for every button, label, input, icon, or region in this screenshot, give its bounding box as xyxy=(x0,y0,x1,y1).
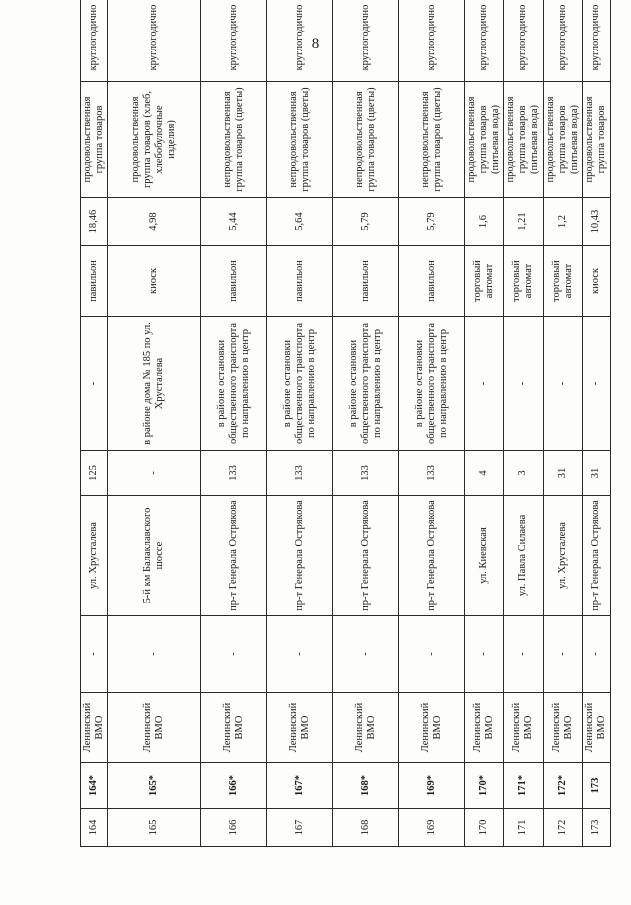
object-type-cell: торговый автомат xyxy=(504,246,543,317)
object-type-cell: киоск xyxy=(582,246,610,317)
period-cell: круглогодично xyxy=(543,0,582,82)
district-cell: Ленинский ВМО xyxy=(108,693,201,763)
period-cell: круглогодично xyxy=(81,0,108,82)
row-number-cell: 168 xyxy=(333,809,399,847)
house-number-cell: 31 xyxy=(582,451,610,496)
goods-group-cell: продовольственная группа товаров (питьевая вода) xyxy=(543,82,582,198)
goods-group-cell: непродовольственная группа товаров (цветы) xyxy=(333,82,399,198)
goods-group-cell: непродовольственная группа товаров (цветы) xyxy=(201,82,267,198)
area-cell: 5,44 xyxy=(201,198,267,246)
district-cell: Ленинский ВМО xyxy=(465,693,504,763)
table-row xyxy=(201,0,267,847)
place-number-cell: 164* xyxy=(81,763,108,809)
goods-group-cell: продовольственная группа товаров xyxy=(81,82,108,198)
street-cell: пр-т Генерала Острякова xyxy=(399,496,465,616)
district-cell: Ленинский ВМО xyxy=(399,693,465,763)
table-row xyxy=(333,0,399,847)
object-type-cell: павильон xyxy=(201,246,267,317)
area-cell: 10,43 xyxy=(582,198,610,246)
row-number-cell: 169 xyxy=(399,809,465,847)
street-cell: ул. Хрусталева xyxy=(81,496,108,616)
place-number-cell: 171* xyxy=(504,763,543,809)
object-type-cell: павильон xyxy=(399,246,465,317)
place-number-cell: 172* xyxy=(543,763,582,809)
landmark-cell: - xyxy=(504,317,543,451)
street-cell: пр-т Генерала Острякова xyxy=(267,496,333,616)
period-cell: круглогодично xyxy=(399,0,465,82)
placeholder-cell: - xyxy=(201,616,267,693)
object-type-cell: павильон xyxy=(333,246,399,317)
place-number-cell: 168* xyxy=(333,763,399,809)
landmark-cell: - xyxy=(81,317,108,451)
landmark-cell: в районе остановки общественного транспорта по направлению в центр xyxy=(399,317,465,451)
period-cell: круглогодично xyxy=(333,0,399,82)
street-cell: пр-т Генерала Острякова xyxy=(582,496,610,616)
house-number-cell: - xyxy=(108,451,201,496)
district-cell: Ленинский ВМО xyxy=(267,693,333,763)
goods-group-cell: продовольственная группа товаров (питьевая вода) xyxy=(504,82,543,198)
area-cell: 5,64 xyxy=(267,198,333,246)
area-cell: 5,79 xyxy=(399,198,465,246)
period-cell: круглогодично xyxy=(108,0,201,82)
period-cell: круглогодично xyxy=(267,0,333,82)
placeholder-cell: - xyxy=(333,616,399,693)
goods-group-cell: продовольственная группа товаров (хлеб, хлебобулочные изделия) xyxy=(108,82,201,198)
place-number-cell: 169* xyxy=(399,763,465,809)
page-number: 8 xyxy=(311,36,320,52)
street-cell: ул. Павла Силаева xyxy=(504,496,543,616)
placeholder-cell: - xyxy=(81,616,108,693)
table-row xyxy=(267,0,333,847)
table-row xyxy=(504,0,543,847)
landmark-cell: - xyxy=(543,317,582,451)
place-number-cell: 170* xyxy=(465,763,504,809)
district-cell: Ленинский ВМО xyxy=(201,693,267,763)
period-cell: круглогодично xyxy=(582,0,610,82)
landmark-cell: в районе остановки общественного транспорта по направлению в центр xyxy=(201,317,267,451)
row-number-cell: 166 xyxy=(201,809,267,847)
placeholder-cell: - xyxy=(267,616,333,693)
place-number-cell: 167* xyxy=(267,763,333,809)
row-number-cell: 170 xyxy=(465,809,504,847)
table-row xyxy=(465,0,504,847)
house-number-cell: 133 xyxy=(333,451,399,496)
placeholder-cell: - xyxy=(543,616,582,693)
district-cell: Ленинский ВМО xyxy=(333,693,399,763)
street-cell: пр-т Генерала Острякова xyxy=(201,496,267,616)
district-cell: Ленинский ВМО xyxy=(582,693,610,763)
row-number-cell: 167 xyxy=(267,809,333,847)
goods-group-cell: непродовольственная группа товаров (цветы) xyxy=(267,82,333,198)
goods-group-cell: непродовольственная группа товаров (цветы) xyxy=(399,82,465,198)
goods-group-cell: продовольственная группа товаров (питьевая вода) xyxy=(465,82,504,198)
district-cell: Ленинский ВМО xyxy=(504,693,543,763)
area-cell: 1,2 xyxy=(543,198,582,246)
house-number-cell: 125 xyxy=(81,451,108,496)
house-number-cell: 133 xyxy=(201,451,267,496)
placeholder-cell: - xyxy=(582,616,610,693)
landmark-cell: в районе остановки общественного транспорта по направлению в центр xyxy=(333,317,399,451)
placeholder-cell: - xyxy=(504,616,543,693)
landmark-cell: - xyxy=(582,317,610,451)
object-type-cell: торговый автомат xyxy=(465,246,504,317)
area-cell: 1,21 xyxy=(504,198,543,246)
area-cell: 5,79 xyxy=(333,198,399,246)
street-cell: ул. Хрусталева xyxy=(543,496,582,616)
table-row xyxy=(108,0,201,847)
row-number-cell: 173 xyxy=(582,809,610,847)
area-cell: 4,98 xyxy=(108,198,201,246)
vending-locations-table xyxy=(80,0,611,847)
district-cell: Ленинский ВМО xyxy=(81,693,108,763)
object-type-cell: торговый автомат xyxy=(543,246,582,317)
house-number-cell: 3 xyxy=(504,451,543,496)
district-cell: Ленинский ВМО xyxy=(543,693,582,763)
street-cell: пр-т Генерала Острякова xyxy=(333,496,399,616)
area-cell: 18,46 xyxy=(81,198,108,246)
landmark-cell: в районе дома № 185 по ул. Хрусталева xyxy=(108,317,201,451)
area-cell: 1,6 xyxy=(465,198,504,246)
rotated-table-wrapper xyxy=(80,4,608,847)
placeholder-cell: - xyxy=(465,616,504,693)
period-cell: круглогодично xyxy=(504,0,543,82)
period-cell: круглогодично xyxy=(465,0,504,82)
street-cell: ул. Киевская xyxy=(465,496,504,616)
table-row xyxy=(81,0,108,847)
house-number-cell: 4 xyxy=(465,451,504,496)
landmark-cell: - xyxy=(465,317,504,451)
placeholder-cell: - xyxy=(108,616,201,693)
table-row xyxy=(399,0,465,847)
object-type-cell: павильон xyxy=(81,246,108,317)
table-row xyxy=(582,0,610,847)
period-cell: круглогодично xyxy=(201,0,267,82)
house-number-cell: 133 xyxy=(267,451,333,496)
goods-group-cell: продовольственная группа товаров xyxy=(582,82,610,198)
street-cell: 5-й км Балаклавского шоссе xyxy=(108,496,201,616)
landmark-cell: в районе остановки общественного транспорта по направлению в центр xyxy=(267,317,333,451)
house-number-cell: 31 xyxy=(543,451,582,496)
place-number-cell: 165* xyxy=(108,763,201,809)
row-number-cell: 164 xyxy=(81,809,108,847)
placeholder-cell: - xyxy=(399,616,465,693)
table-row xyxy=(543,0,582,847)
house-number-cell: 133 xyxy=(399,451,465,496)
place-number-cell: 173 xyxy=(582,763,610,809)
row-number-cell: 172 xyxy=(543,809,582,847)
object-type-cell: павильон xyxy=(267,246,333,317)
place-number-cell: 166* xyxy=(201,763,267,809)
object-type-cell: киоск xyxy=(108,246,201,317)
row-number-cell: 171 xyxy=(504,809,543,847)
row-number-cell: 165 xyxy=(108,809,201,847)
